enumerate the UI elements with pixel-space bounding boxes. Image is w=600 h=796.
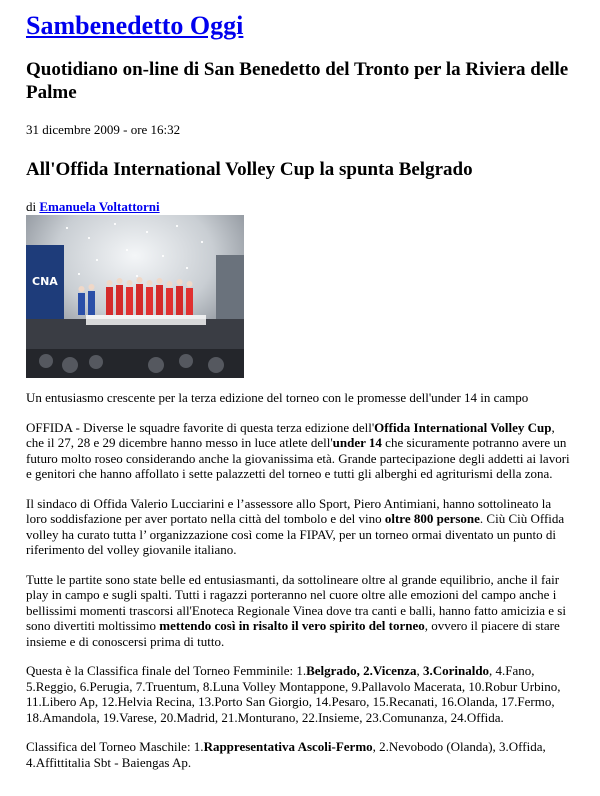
- p4-text-a: Questa è la Classifica finale del Torneo Femminile: 1.: [26, 663, 307, 678]
- p3-text-c: , ovvero il piacere di stare insieme e di conoscersi prima di tutto.: [26, 618, 560, 649]
- article-photo: [26, 215, 244, 378]
- photo-sign-text: CNA: [32, 275, 58, 288]
- p2-text-a: Il sindaco di Offida Valerio Lucciarini e l’assessore allo Sport, Piero Antimiani, hanno sottolineato la loro soddisfazione per aver portato nella città del tombolo e del vino: [26, 495, 552, 526]
- p4-text-e: , 4.Fano, 5.Reggio, 6.Perugia, 7.Truentum, 8.Luna Volley Montappone, 9.Pallavolo Macerata, 10.Robur Urbino, 11.Libero Ap, 12.Helvia Recina, 13.Porto San Giorgio, 14.Pesaro, 15.Recanati, 16.Olanda, 17.Fermo, 18.Amandola, 19.Varese, 20.Madrid, 21.Monturano, 22.Insieme, 23.Comunanza, 24.Offida.: [26, 663, 561, 725]
- byline: [26, 200, 574, 214]
- p3-text-a: Tutte le partite sono state belle ed entusiasmanti, da sottolineare oltre al grande equilibrio, anche il fair play in campo e sugli spalti. Tutti i ragazzi porteranno nel cuore oltre alle emozioni del campo anche i bellissimi momenti trascorsi all'Enoteca Regionale Vinea dove tra canti e balli, hanno fatto amicizia e si sono divertiti moltissimo: [26, 571, 566, 633]
- p1-text-c: , che il 27, 28 e 29 dicembre hanno messo in luce atlete dell': [26, 419, 555, 450]
- p4-bold-top2: Belgrado, 2.Vicenza: [306, 663, 417, 678]
- p4-text-c: ,: [416, 663, 423, 678]
- p4-bold-third: 3.Corinaldo: [422, 663, 490, 678]
- p1-bold-event: Offida International Volley Cup: [374, 419, 552, 435]
- p5-bold-winner: Rappresentativa Ascoli-Fermo: [203, 739, 373, 754]
- p5-text-a: Classifica del Torneo Maschile: 1.: [26, 739, 204, 754]
- paragraph-2: [26, 496, 574, 558]
- site-subtitle: Quotidiano on-line di San Benedetto del Tronto per la Riviera delle Palme: [26, 59, 569, 103]
- paragraph-5-men-ranking: [26, 739, 574, 770]
- article-lead: Un entusiasmo crescente per la terza edizione del torneo con le promesse dell'under 14 in campo: [26, 390, 529, 405]
- paragraph-3: [26, 572, 574, 650]
- author-link[interactable]: Emanuela Voltattorni: [39, 199, 160, 214]
- p3-bold-spirit: mettendo così in risalto il vero spirito del torneo: [159, 618, 425, 633]
- site-title-link[interactable]: Sambenedetto Oggi: [26, 11, 244, 40]
- p1-text-e: che sicuramente potranno avere un futuro molto roseo considerando anche la giovanissima età. Grande partecipazione degli addetti ai lavori e genitori che hanno affollato i sette palazzetti del torneo e tutti gli alberghi ed agriturismi della zona.: [26, 435, 570, 481]
- p2-text-c: . Ciù Ciù Offida volley ha curato tutta l’ organizzazione così come la FIPAV, per un torneo ormai diventato un punto di riferimento del volley giovanile italiano.: [26, 511, 565, 557]
- p1-text-a: OFFIDA - Diverse le squadre favorite di questa terza edizione dell': [26, 419, 375, 435]
- article-headline: All'Offida International Volley Cup la spunta Belgrado: [26, 159, 473, 180]
- p5-text-c: , 2.Nevobodo (Olanda), 3.Offida, 4.Affittitalia Sbt - Baiengas Ap.: [26, 739, 546, 770]
- paragraph-1: [26, 420, 574, 482]
- paragraph-4-women-ranking: [26, 663, 574, 725]
- p1-bold-under14: under 14: [332, 435, 382, 450]
- byline-prefix: di: [26, 199, 37, 214]
- publish-date: 31 dicembre 2009 - ore 16:32: [26, 122, 181, 137]
- p2-bold-attendance: oltre 800 persone: [384, 511, 480, 526]
